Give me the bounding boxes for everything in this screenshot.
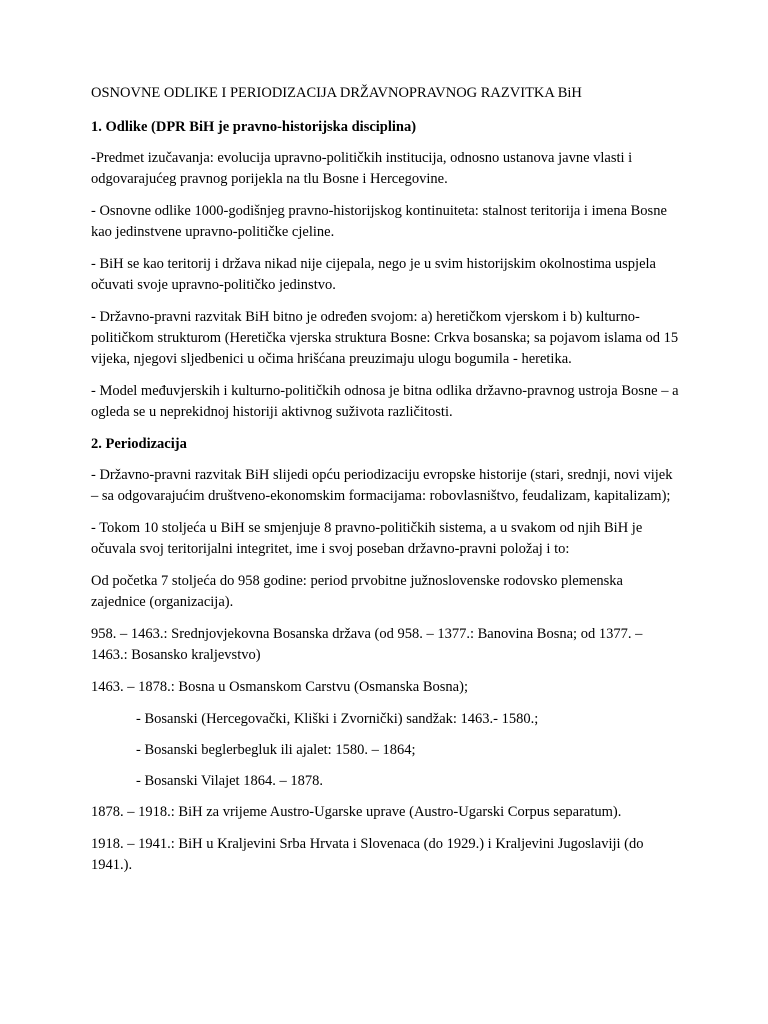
paragraph: -Predmet izučavanja: evolucija upravno-političkih institucija, odnosno ustanova javne vlasti i odgovarajućeg pravnog porijekla na tlu Bosne i Hercegovine. xyxy=(91,150,633,187)
paragraph: 958. – 1463.: Srednjovjekovna Bosanska država (od 958. – 1377.: Banovina Bosna; od 1377. – 1463.: Bosansko kraljevstvo) xyxy=(91,626,643,663)
sub-item: - Bosanski beglerbegluk ili ajalet: 1580. – 1864; xyxy=(136,742,416,758)
document-title: OSNOVNE ODLIKE I PERIODIZACIJA DRŽAVNOPRAVNOG RAZVITKA BiH xyxy=(91,85,582,101)
paragraph: Od početka 7 stoljeća do 958 godine: period prvobitne južnoslovenske rodovsko plemenska zajednice (organizacija). xyxy=(91,573,623,610)
paragraph: - Državno-pravni razvitak BiH bitno je određen svojom: a) heretičkom vjerskom i b) kulturno-političkom strukturom (Heretička vjerska struktura Bosne: Crkva bosanska; sa pojavom islama od 15 vijeka, njegovi sljedbenici u očima hrišćana preuzimaju ulogu bogumila - heretika. xyxy=(91,309,679,367)
paragraph: - Model međuvjerskih i kulturno-političkih odnosa je bitna odlika državno-pravnog ustroja Bosne – a ogleda se u neprekidnoj historiji aktivnog suživota različitosti. xyxy=(91,383,679,420)
paragraph: 1878. – 1918.: BiH za vrijeme Austro-Ugarske uprave (Austro-Ugarski Corpus separatum). xyxy=(91,804,622,820)
paragraph: - Osnovne odlike 1000-godišnjeg pravno-historijskog kontinuiteta: stalnost teritorija i imena Bosne kao jedinstvene upravno-političke cjeline. xyxy=(91,203,667,240)
paragraph: 1463. – 1878.: Bosna u Osmanskom Carstvu (Osmanska Bosna); xyxy=(91,679,468,695)
sub-item: - Bosanski Vilajet 1864. – 1878. xyxy=(136,773,323,789)
sub-item: - Bosanski (Hercegovački, Kliški i Zvornički) sandžak: 1463.- 1580.; xyxy=(136,711,539,727)
section-heading-odlike: 1. Odlike (DPR BiH je pravno-historijska disciplina) xyxy=(91,119,417,135)
document-body xyxy=(91,83,679,887)
paragraph: - Tokom 10 stoljeća u BiH se smjenjuje 8 pravno-političkih sistema, a u svakom od njih BiH je očuvala svoj teritorijalni integritet, ime i svoj poseban državno-pravni položaj i to: xyxy=(91,520,643,557)
paragraph: - Državno-pravni razvitak BiH slijedi opću periodizaciju evropske historije (stari, srednji, novi vijek – sa odgovarajućim društveno-ekonomskim formacijama: robovlasništvo, feudalizam, kapitalizam); xyxy=(91,467,673,504)
paragraph: - BiH se kao teritorij i država nikad nije cijepala, nego je u svim historijskim okolnostima uspjela očuvati svoje upravno-političko jedinstvo. xyxy=(91,256,656,293)
section-heading-periodizacija: 2. Periodizacija xyxy=(91,436,187,452)
paragraph: 1918. – 1941.: BiH u Kraljevini Srba Hrvata i Slovenaca (do 1929.) i Kraljevini Jugoslaviji (do 1941.). xyxy=(91,836,644,873)
